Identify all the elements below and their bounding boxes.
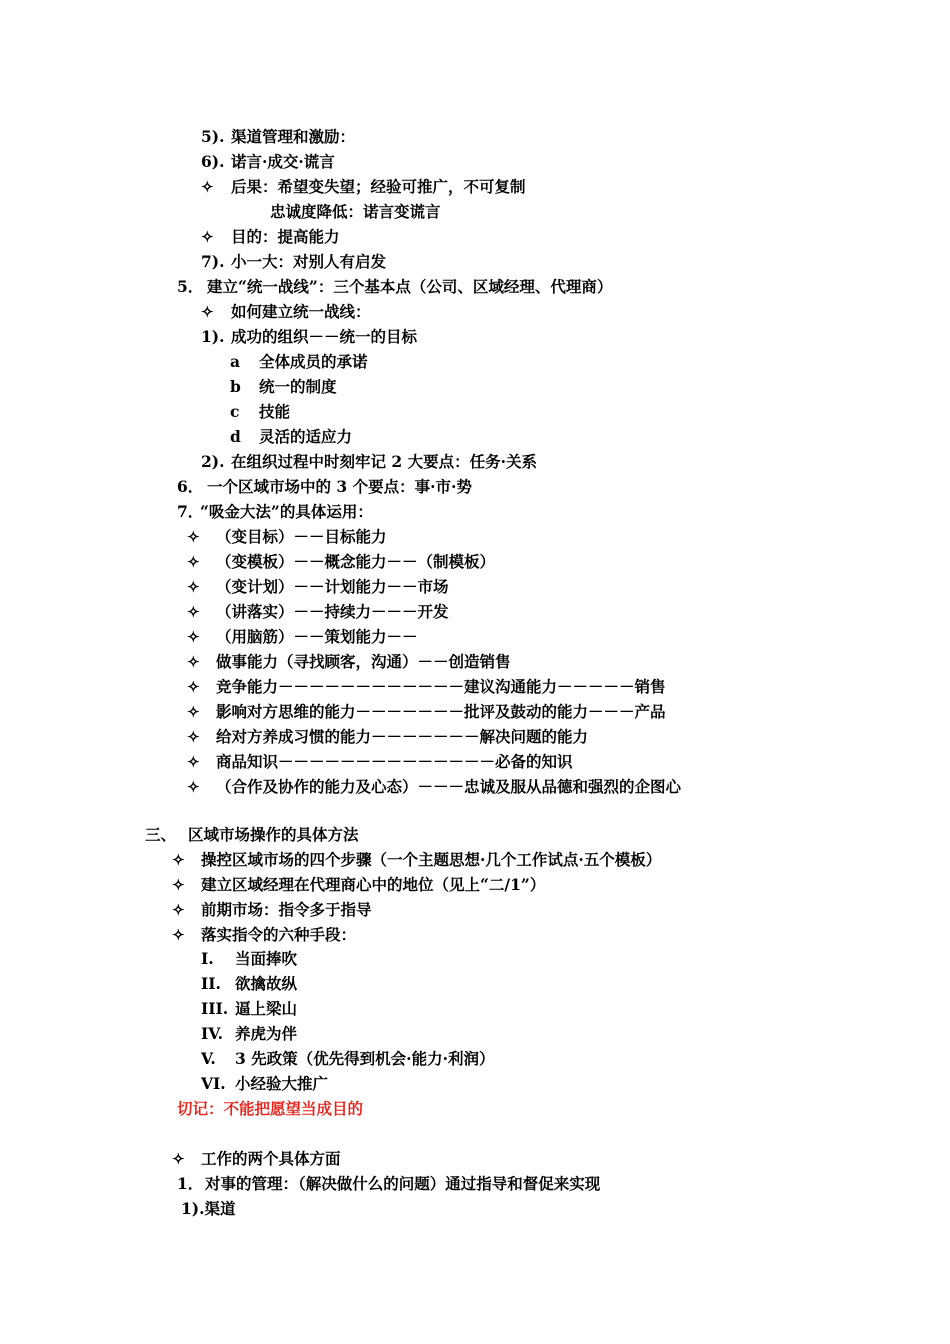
list-item: [201, 224, 340, 249]
list-item: [201, 996, 297, 1021]
list-marker: 6).: [201, 152, 225, 171]
diamond-bullet-icon: ✧: [201, 178, 214, 196]
list-item: [172, 847, 661, 872]
list-item: [201, 149, 335, 174]
warning-text: 切记：不能把愿望当成目的: [177, 1099, 364, 1118]
list-marker: II.: [201, 974, 221, 993]
list-item: [230, 399, 290, 424]
list-text: （变计划）－－计划能力－－市场: [216, 577, 449, 596]
list-marker: d: [230, 427, 241, 446]
diamond-bullet-icon: ✧: [172, 901, 185, 919]
diamond-bullet-icon: ✧: [187, 778, 200, 796]
list-marker: 5).: [201, 127, 225, 146]
list-item: [177, 474, 472, 499]
list-text: 欲擒故纵: [235, 974, 298, 993]
list-item: [187, 699, 666, 724]
list-item: [230, 424, 352, 449]
diamond-bullet-icon: ✧: [172, 926, 185, 944]
list-item: [187, 774, 681, 799]
list-item: [201, 946, 297, 971]
diamond-bullet-icon: ✧: [172, 1150, 185, 1168]
list-text: 统一的制度: [259, 377, 337, 396]
list-item: [187, 674, 666, 699]
list-marker: III.: [201, 999, 229, 1018]
list-text: 渠道管理和激励：: [231, 127, 356, 146]
list-text: 如何建立统一战线：: [231, 302, 371, 321]
list-item: [172, 872, 545, 897]
list-item: [172, 922, 356, 947]
section-heading: [145, 822, 359, 847]
list-marker: V.: [201, 1049, 216, 1068]
list-text: 成功的组织－－统一的目标: [231, 327, 418, 346]
list-item: [177, 274, 612, 299]
list-item: [177, 1171, 600, 1196]
list-text: 影响对方思维的能力－－－－－－－批评及鼓动的能力－－－产品: [216, 702, 666, 721]
list-item: [230, 349, 368, 374]
list-item: [187, 724, 588, 749]
list-item: [177, 499, 373, 524]
list-text: 养虎为伴: [235, 1024, 298, 1043]
list-item: [181, 1196, 236, 1221]
diamond-bullet-icon: ✧: [172, 876, 185, 894]
warning-note: [177, 1096, 363, 1121]
diamond-bullet-icon: ✧: [187, 628, 200, 646]
diamond-bullet-icon: ✧: [187, 528, 200, 546]
list-item: [201, 971, 297, 996]
list-text: 竞争能力－－－－－－－－－－－－建议沟通能力－－－－－销售: [216, 677, 666, 696]
diamond-bullet-icon: ✧: [201, 303, 214, 321]
diamond-bullet-icon: ✧: [172, 851, 185, 869]
list-text: 忠诚度降低：诺言变谎言: [270, 202, 441, 221]
list-text: （变目标）－－目标能力: [216, 527, 387, 546]
list-marker: 2).: [201, 452, 225, 471]
list-item: [172, 897, 372, 922]
list-item: [201, 299, 371, 324]
list-item: [201, 1021, 297, 1046]
list-text: 工作的两个具体方面: [201, 1149, 341, 1168]
list-item: [187, 524, 387, 549]
diamond-bullet-icon: ✧: [187, 728, 200, 746]
list-item: [201, 1046, 494, 1071]
list-marker: IV.: [201, 1024, 223, 1043]
list-text: 给对方养成习惯的能力－－－－－－－解决问题的能力: [216, 727, 589, 746]
list-text: 落实指令的六种手段：: [201, 925, 357, 944]
list-item: [187, 549, 495, 574]
list-item: [201, 174, 526, 199]
list-item: [201, 449, 537, 474]
list-text: 建立区域经理在代理商心中的地位（见上“二/1”）: [201, 875, 546, 894]
list-text: 做事能力（寻找顾客，沟通）－－创造销售: [216, 652, 511, 671]
list-item: [187, 574, 449, 599]
list-text: （讲落实）－－持续力－－－开发: [216, 602, 449, 621]
list-text: 小一大：对别人有启发: [231, 252, 387, 271]
list-text: 商品知识－－－－－－－－－－－－－－必备的知识: [216, 752, 573, 771]
diamond-bullet-icon: ✧: [187, 653, 200, 671]
list-item: [201, 324, 417, 349]
list-item: [201, 249, 386, 274]
list-text: （变模板）－－概念能力－－（制模板）: [216, 552, 496, 571]
list-text: 逼上梁山: [235, 999, 298, 1018]
list-marker: 5．: [177, 277, 204, 296]
list-marker: c: [230, 402, 240, 421]
list-item: [201, 1071, 328, 1096]
diamond-bullet-icon: ✧: [187, 753, 200, 771]
list-text: 后果：希望变失望；经验可推广，不可复制: [231, 177, 526, 196]
list-marker: 6．: [177, 477, 204, 496]
list-text: 目的：提高能力: [231, 227, 340, 246]
list-text: 在组织过程中时刻牢记 2 大要点：任务·关系: [231, 452, 537, 471]
list-text: 全体成员的承诺: [259, 352, 368, 371]
list-item: [230, 374, 337, 399]
diamond-bullet-icon: ✧: [187, 603, 200, 621]
diamond-bullet-icon: ✧: [187, 578, 200, 596]
list-marker: 1).: [201, 327, 225, 346]
list-text: 灵活的适应力: [259, 427, 353, 446]
list-text: “吸金大法”的具体运用：: [200, 502, 373, 521]
list-marker: 1．: [177, 1174, 204, 1193]
list-text: 诺言·成交·谎言: [231, 152, 335, 171]
section-number: 三、: [145, 825, 177, 844]
list-item: [187, 599, 449, 624]
list-marker: b: [230, 377, 241, 396]
list-text: 前期市场：指令多于指导: [201, 900, 372, 919]
list-text: 1).渠道: [181, 1199, 236, 1218]
list-item: [172, 1146, 341, 1171]
section-title: 区域市场操作的具体方法: [188, 825, 359, 844]
diamond-bullet-icon: ✧: [201, 228, 214, 246]
list-item: [187, 624, 418, 649]
diamond-bullet-icon: ✧: [187, 553, 200, 571]
list-item: [187, 749, 573, 774]
list-marker: a: [230, 352, 241, 371]
list-text: 建立“统一战线”：三个基本点（公司、区域经理、代理商）: [207, 277, 613, 296]
list-text: 当面捧吹: [235, 949, 298, 968]
list-item: [201, 124, 355, 149]
list-text: （合作及协作的能力及心态）－－－忠诚及服从品德和强烈的企图心: [216, 777, 682, 796]
diamond-bullet-icon: ✧: [187, 678, 200, 696]
list-text: 小经验大推广: [235, 1074, 329, 1093]
list-text: 技能: [259, 402, 291, 421]
list-text: 对事的管理：（解决做什么的问题）通过指导和督促来实现: [205, 1174, 601, 1193]
list-marker: 7．: [177, 502, 204, 521]
list-text: 一个区域市场中的 3 个要点：事·市·势: [207, 477, 472, 496]
list-item: [270, 199, 441, 224]
list-text: 操控区域市场的四个步骤（一个主题思想·几个工作试点·五个模板）: [201, 850, 662, 869]
diamond-bullet-icon: ✧: [187, 703, 200, 721]
list-marker: VI.: [201, 1074, 226, 1093]
list-text: （用脑筋）－－策划能力－－: [216, 627, 418, 646]
list-item: [187, 649, 511, 674]
list-marker: I.: [201, 949, 214, 968]
list-text: 3 先政策（优先得到机会·能力·利润）: [235, 1049, 495, 1068]
list-marker: 7).: [201, 252, 225, 271]
